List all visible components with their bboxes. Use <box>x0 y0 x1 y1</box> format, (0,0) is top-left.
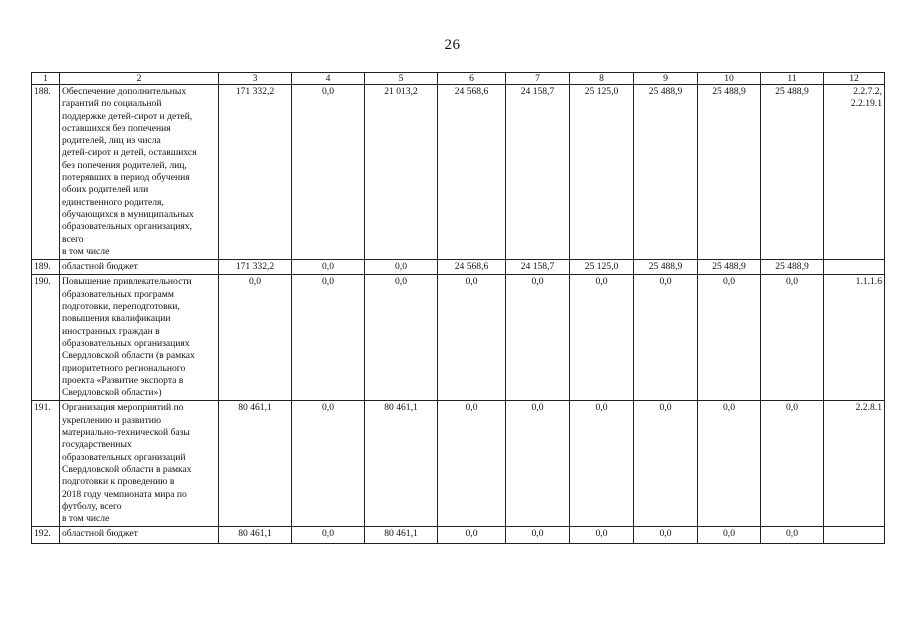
description-line: образовательных организациях <box>62 337 190 349</box>
description-line: областной бюджет <box>62 261 138 273</box>
value-cell: 25 488,9 <box>698 85 761 260</box>
description-line: в том числе <box>62 245 110 257</box>
value-cell: 25 488,9 <box>634 85 698 260</box>
value-cell: 0,0 <box>698 401 761 527</box>
budget-table <box>31 72 885 544</box>
reference-cell <box>824 401 885 527</box>
value-cell: 0,0 <box>365 260 438 275</box>
value-cell: 0,0 <box>365 275 438 401</box>
row-description <box>60 275 219 401</box>
description-line: повышения квалификации <box>62 313 171 325</box>
value-cell: 0,0 <box>761 401 824 527</box>
value-cell: 0,0 <box>292 275 365 401</box>
value-cell: 24 158,7 <box>506 260 570 275</box>
value-cell: 0,0 <box>292 527 365 544</box>
reference-cell <box>824 260 885 275</box>
description-line: Повышение привлекательности <box>62 276 192 288</box>
reference-line: 2.2.8.1 <box>855 402 882 414</box>
column-header-3: 3 <box>219 73 292 85</box>
value-cell: 0,0 <box>761 527 824 544</box>
description-line: детей-сирот и детей, оставшихся <box>62 147 197 159</box>
value-cell: 25 488,9 <box>761 260 824 275</box>
column-header-7: 7 <box>506 73 570 85</box>
table-body <box>32 73 885 544</box>
value-cell: 0,0 <box>698 527 761 544</box>
value-cell: 0,0 <box>570 401 634 527</box>
value-cell: 0,0 <box>634 401 698 527</box>
description-line: образовательных программ <box>62 288 174 300</box>
value-cell: 80 461,1 <box>365 527 438 544</box>
description-line: образовательных организаций <box>62 451 186 463</box>
column-header-12: 12 <box>824 73 885 85</box>
description-line: иностранных граждан в <box>62 325 160 337</box>
value-cell: 80 461,1 <box>219 527 292 544</box>
value-cell: 25 125,0 <box>570 260 634 275</box>
value-cell: 25 125,0 <box>570 85 634 260</box>
value-cell: 171 332,2 <box>219 260 292 275</box>
value-cell: 25 488,9 <box>634 260 698 275</box>
description-line: материально-технической базы <box>62 427 190 439</box>
column-header-6: 6 <box>438 73 506 85</box>
table-row <box>32 401 885 527</box>
value-cell: 0,0 <box>634 527 698 544</box>
column-header-4: 4 <box>292 73 365 85</box>
value-cell: 0,0 <box>438 527 506 544</box>
description-line: потерявших в период обучения <box>62 172 190 184</box>
value-cell: 0,0 <box>292 401 365 527</box>
value-cell: 0,0 <box>698 275 761 401</box>
value-cell: 0,0 <box>506 275 570 401</box>
value-cell: 0,0 <box>761 275 824 401</box>
column-header-9: 9 <box>634 73 698 85</box>
column-header-8: 8 <box>570 73 634 85</box>
description-line: областной бюджет <box>62 528 138 540</box>
value-cell: 0,0 <box>438 401 506 527</box>
column-header-1: 1 <box>32 73 60 85</box>
description-line: 2018 году чемпионата мира по <box>62 488 187 500</box>
reference-line: 2.2.7.2, <box>853 86 882 97</box>
page-number: 26 <box>444 37 461 53</box>
reference-cell <box>824 85 885 260</box>
row-description <box>60 401 219 527</box>
row-description <box>60 527 219 544</box>
value-cell: 0,0 <box>438 275 506 401</box>
description-line: Обеспечение дополнительных <box>62 86 187 97</box>
description-line: всего <box>62 233 84 245</box>
row-description <box>60 85 219 260</box>
description-line: единственного родителя, <box>62 196 164 208</box>
value-cell: 80 461,1 <box>365 401 438 527</box>
description-line: обоих родителей или <box>62 184 149 196</box>
description-line: Свердловской области») <box>62 387 162 399</box>
value-cell: 0,0 <box>506 401 570 527</box>
value-cell: 24 568,6 <box>438 85 506 260</box>
column-header-10: 10 <box>698 73 761 85</box>
header-row <box>32 73 885 85</box>
value-cell: 24 158,7 <box>506 85 570 260</box>
value-cell: 171 332,2 <box>219 85 292 260</box>
row-number: 192. <box>32 527 60 544</box>
description-line: укреплению и развитию <box>62 414 162 426</box>
table-row <box>32 260 885 275</box>
description-line: родителей, лиц из числа <box>62 135 161 147</box>
description-line: образовательных организациях, <box>62 221 193 233</box>
value-cell: 0,0 <box>292 260 365 275</box>
description-line: подготовки, переподготовки, <box>62 301 180 313</box>
value-cell: 24 568,6 <box>438 260 506 275</box>
description-line: Организация мероприятий по <box>62 402 184 414</box>
description-line: проекта «Развитие экспорта в <box>62 374 184 386</box>
column-header-5: 5 <box>365 73 438 85</box>
description-line: футболу, всего <box>62 500 122 512</box>
reference-line: 1.1.1.6 <box>855 276 882 288</box>
description-line: гарантий по социальной <box>62 98 162 110</box>
description-line: без попечения родителей, лиц, <box>62 159 187 171</box>
value-cell: 80 461,1 <box>219 401 292 527</box>
row-number: 188. <box>32 85 60 260</box>
description-line: приоритетного регионального <box>62 362 186 374</box>
description-line: государственных <box>62 439 132 451</box>
row-description <box>60 260 219 275</box>
row-number: 190. <box>32 275 60 401</box>
value-cell: 0,0 <box>506 527 570 544</box>
value-cell: 25 488,9 <box>698 260 761 275</box>
table-row <box>32 275 885 401</box>
row-number: 191. <box>32 401 60 527</box>
value-cell: 0,0 <box>634 275 698 401</box>
table-row <box>32 85 885 260</box>
value-cell: 0,0 <box>219 275 292 401</box>
value-cell: 25 488,9 <box>761 85 824 260</box>
description-line: поддержке детей-сирот и детей, <box>62 110 193 122</box>
value-cell: 0,0 <box>570 275 634 401</box>
reference-line: 2.2.19.1 <box>850 98 882 110</box>
description-line: подготовки к проведению в <box>62 476 175 488</box>
description-line: оставшихся без попечения <box>62 122 171 134</box>
description-line: в том числе <box>62 513 110 525</box>
table-row <box>32 527 885 544</box>
value-cell: 21 013,2 <box>365 85 438 260</box>
description-line: Свердловской области (в рамках <box>62 350 195 362</box>
reference-cell <box>824 527 885 544</box>
column-header-2: 2 <box>60 73 219 85</box>
reference-cell <box>824 275 885 401</box>
value-cell: 0,0 <box>292 85 365 260</box>
value-cell: 0,0 <box>570 527 634 544</box>
row-number: 189. <box>32 260 60 275</box>
description-line: Свердловской области в рамках <box>62 463 192 475</box>
column-header-11: 11 <box>761 73 824 85</box>
description-line: обучающихся в муниципальных <box>62 208 194 220</box>
